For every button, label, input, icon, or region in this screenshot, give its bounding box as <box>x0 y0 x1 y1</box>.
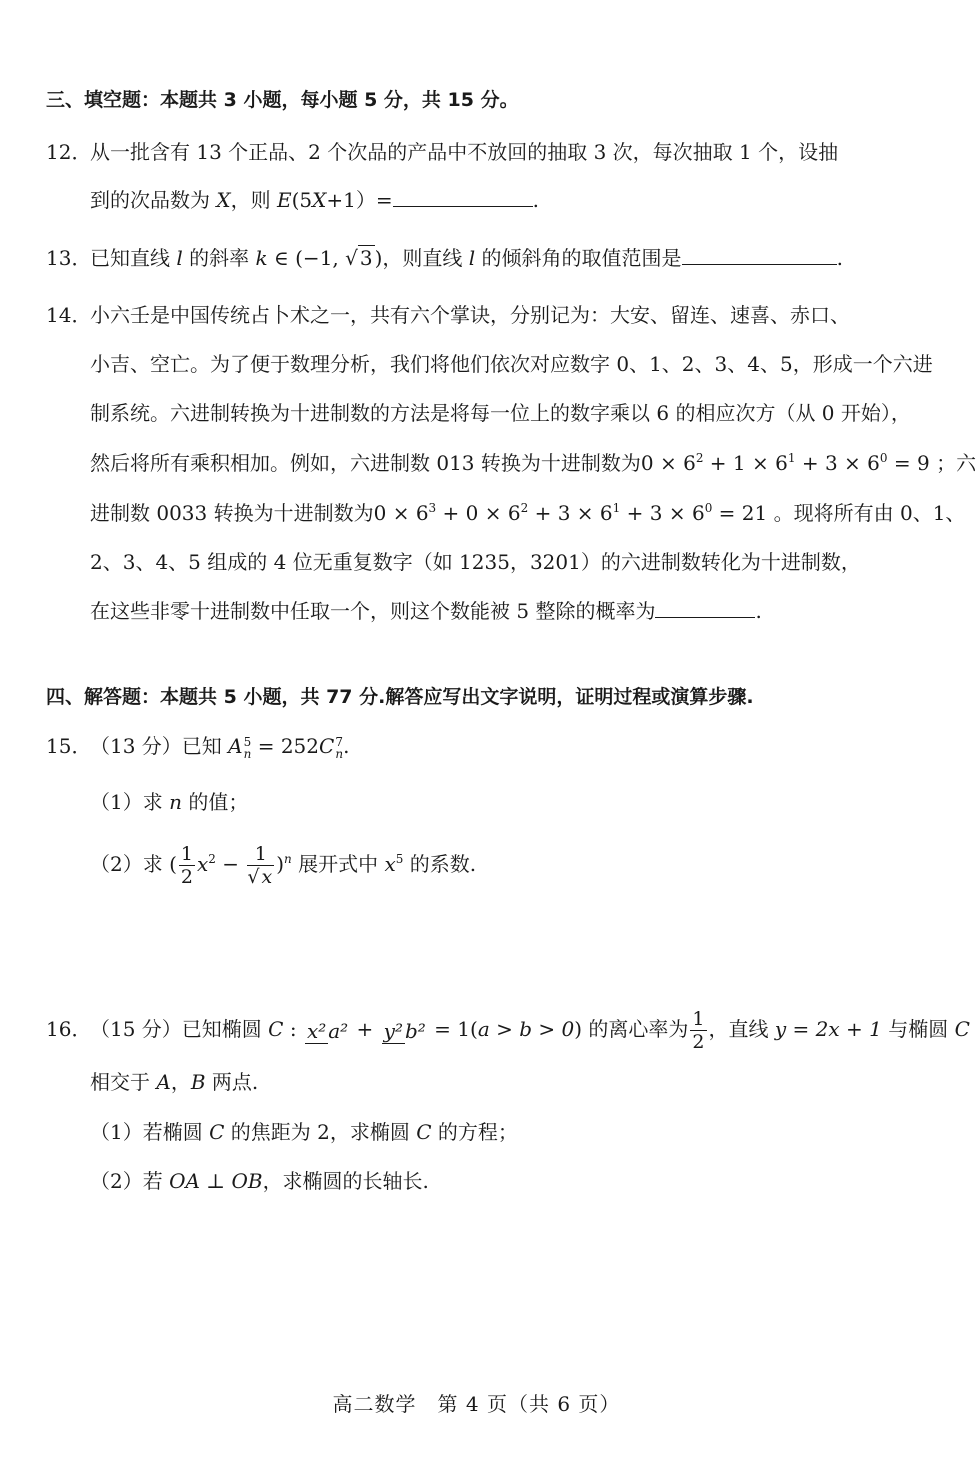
answer-blank[interactable] <box>682 244 837 265</box>
question-number: 16． <box>46 1017 92 1041</box>
section-3-heading: 三、填空题：本题共 3 小题，每小题 5 分，共 15 分。 <box>46 89 519 111</box>
answer-blank[interactable] <box>655 597 755 618</box>
question-15-part-1: （1）求 n 的值； <box>90 790 249 814</box>
sqrt-sign: √ <box>345 246 358 270</box>
question-14-line-2: 小吉、空亡。为了便于数理分析，我们将他们依次对应数字 0、1、2、3、4、5，形成一个六进 <box>90 352 933 376</box>
question-number: 14． <box>46 303 92 327</box>
question-12-line-1: 12．从一批含有 13 个正品、2 个次品的产品中不放回的抽取 3 次，每次抽取 1 个，设抽 <box>46 140 839 164</box>
question-16-part-2: （2）若 OA ⊥ OB，求椭圆的长轴长. <box>90 1169 429 1193</box>
C-scripts: 7 n <box>335 734 344 761</box>
fraction-one-over-root-x: $\frac{1}{√ x}$ <box>247 843 273 888</box>
A-scripts: 5 n <box>243 734 252 761</box>
question-16-line-2: 相交于 A，B 两点. <box>90 1070 259 1094</box>
question-16-line-1: 16．（15 分）已知椭圆 C : x² a² + y² b² = 1(a > b > 0) 的离心率为 $\frac{1}{2}$ ，直线 y = 2x + 1 与椭圆 C <box>46 1008 970 1053</box>
fraction-x2-over-a2: x² a² <box>306 1018 349 1043</box>
question-15-part-2: （2）求 ( $\frac{1}{2}$ $x^2$ − $\frac{1}{√ x}$ )$^n$ 展开式中 $x^5$ 的系数. <box>90 843 477 888</box>
question-14-line-3: 制系统。六进制转换为十进制数的方法是将每一位上的数字乘以 6 的相应次方（从 0 开始）， <box>90 401 911 425</box>
question-13: 13．已知直线 l 的斜率 k ∈ (−1, √ 3 )，则直线 l 的倾斜角的取值范围是 . <box>46 246 843 270</box>
question-16-part-1: （1）若椭圆 C 的焦距为 2，求椭圆 C 的方程； <box>90 1120 518 1144</box>
answer-blank[interactable] <box>393 186 533 207</box>
question-14-line-7: 在这些非零十进制数中任取一个，则这个数能被 5 整除的概率为 . <box>90 599 762 623</box>
question-14-line-5: 进制数 0033 转换为十进制数为$0 \times 6^3 + 0 \times 6^2 + 3 \times 6^1 + 3 \times 6^0 = 21$ 。现将所有由 0、1、 <box>90 501 966 525</box>
question-number: 15． <box>46 734 92 758</box>
fraction-y2-over-b2: y² b² <box>383 1018 426 1043</box>
question-number: 12． <box>46 140 92 164</box>
question-14-line-4: 然后将所有乘积相加。例如，六进制数 013 转换为十进制数为$0 \times 6^2 + 1 \times 6^1 + 3 \times 6^0 = 9$ ；六 <box>90 451 976 475</box>
fraction-one-half: $\frac{1}{2}$ <box>180 843 193 888</box>
question-number: 13． <box>46 246 92 270</box>
question-14-line-6: 2、3、4、5 组成的 4 位无重复数字（如 1235，3201）的六进制数转化为十进制数， <box>90 550 861 574</box>
section-4-heading: 四、解答题：本题共 5 小题，共 77 分.解答应写出文字说明，证明过程或演算步骤. <box>46 686 754 708</box>
question-12-line-2: 到的次品数为 X，则 E(5X+1）= . <box>90 188 539 212</box>
fraction-one-half: $\frac{1}{2}$ <box>692 1008 705 1053</box>
question-15: 15．（13 分）已知 A 5 n = 252C 7 n. <box>46 734 350 761</box>
page-footer: 高二数学 第 4 页（共 6 页） <box>332 1392 621 1416</box>
question-14-line-1: 14．小六壬是中国传统占卜术之一，共有六个掌诀，分别记为：大安、留连、速喜、赤口、 <box>46 303 850 327</box>
